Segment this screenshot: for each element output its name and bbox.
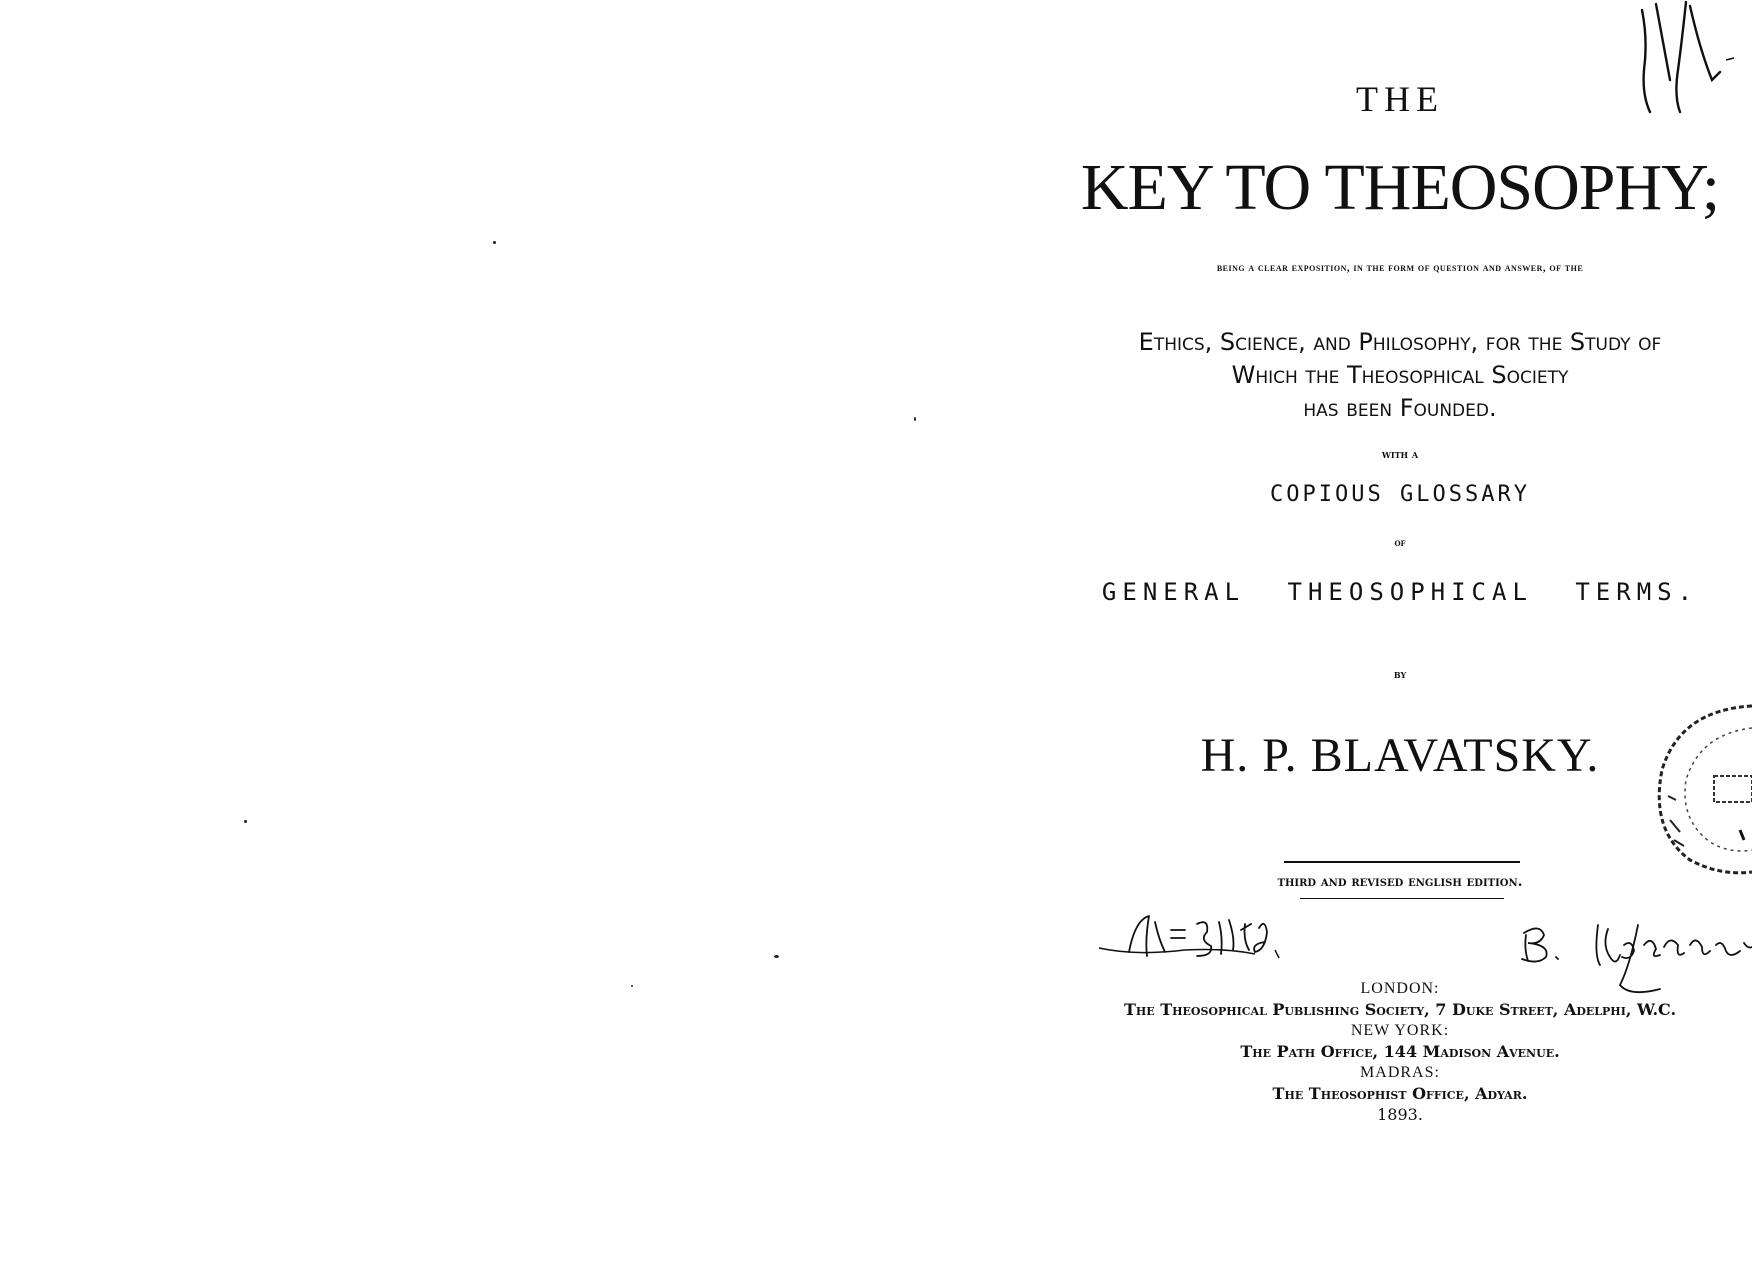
handwritten-signature [1510, 905, 1752, 1000]
subject-line-2: Which the Theosophical Society [1231, 361, 1569, 389]
paper-speck [914, 417, 916, 421]
subject-lines [1060, 326, 1740, 425]
by-label: by [1393, 668, 1407, 681]
imprint-newyork: NEW YORK: [1350, 1022, 1450, 1039]
paper-speck [631, 985, 633, 987]
general-terms: GENERAL THEOSOPHICAL TERMS. [1101, 578, 1699, 606]
subject-line-1: Ethics, Science, and Philosophy, for the Study of [1138, 328, 1662, 356]
imprint-newyork-publisher: The Path Office, 144 Madison Avenue. [1240, 1042, 1560, 1061]
title-the: THE [1356, 79, 1444, 119]
paper-speck [244, 820, 247, 823]
author-name: H. P. BLAVATSKY. [1200, 729, 1600, 782]
handwritten-top-mark [1630, 0, 1752, 120]
of-label: of [1394, 538, 1406, 549]
imprint [1060, 978, 1740, 1125]
imprint-madras-publisher: The Theosophist Office, Adyar. [1272, 1084, 1528, 1103]
subtitle: being a clear exposition, in the form of question and answer, of the [1216, 262, 1584, 274]
main-title: KEY TO THEOSOPHY; [1080, 151, 1720, 224]
edition-statement: third and revised english edition. [1277, 874, 1523, 890]
handwritten-number [1095, 910, 1305, 970]
copious-glossary: COPIOUS GLOSSARY [1270, 482, 1530, 507]
library-stamp-seal [1640, 700, 1752, 880]
subject-line-3: has been Founded. [1303, 394, 1497, 422]
with-a-label: with a [1381, 448, 1419, 461]
title-page [1040, 0, 1752, 1267]
imprint-london-publisher: The Theosophical Publishing Society, 7 Duke Street, Adelphi, W.C. [1123, 1000, 1677, 1019]
edition-rule-bottom [1300, 898, 1504, 899]
paper-speck [774, 955, 779, 958]
imprint-london: LONDON: [1360, 980, 1440, 997]
edition-rule-top [1284, 861, 1520, 863]
imprint-madras: MADRAS: [1360, 1064, 1440, 1081]
imprint-year: 1893. [1377, 1105, 1423, 1124]
paper-speck [493, 241, 496, 244]
